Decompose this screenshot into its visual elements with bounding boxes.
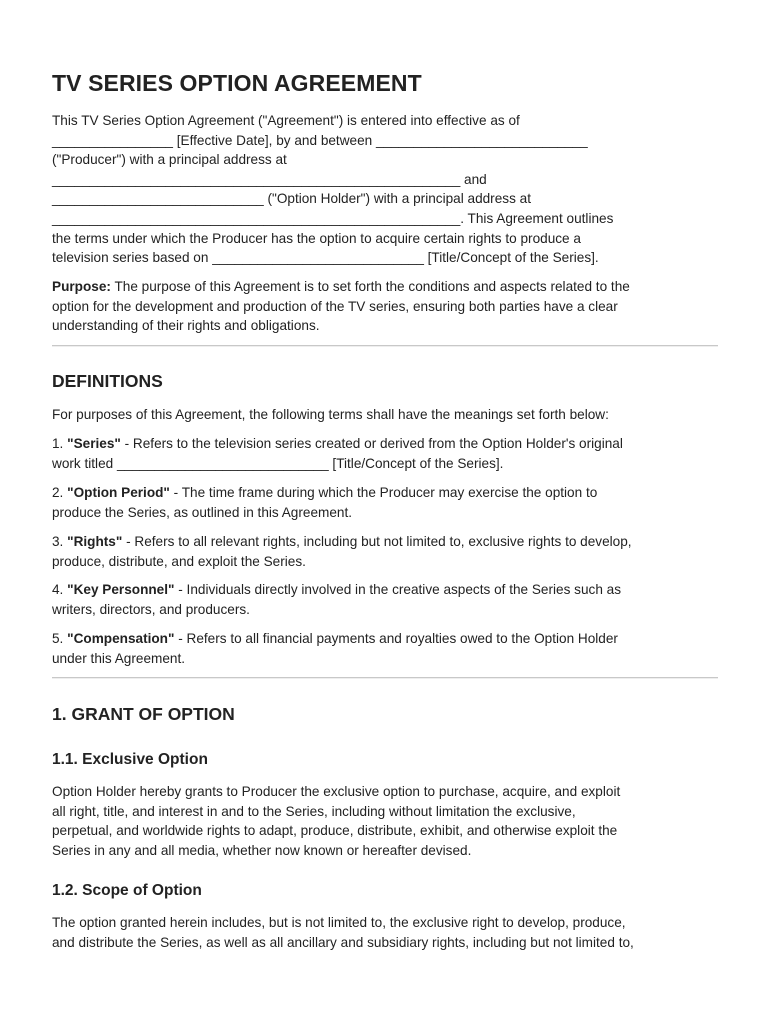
definition-term: "Compensation"	[67, 631, 175, 646]
purpose-paragraph	[52, 277, 718, 336]
definition-text: - Individuals directly involved in the creative aspects of the Series such as writers, directors, and producers.	[52, 582, 622, 617]
definition-text: - The time frame during which the Producer may exercise the option to produce the Series, as outlined in this Agreement.	[52, 485, 598, 520]
purpose-text: The purpose of this Agreement is to set forth the conditions and aspects related to the option for the development and production of the TV series, ensuring both parties have a clear understanding of their rights and obligations.	[52, 279, 630, 334]
section-divider	[52, 677, 718, 679]
grant-of-option-heading: 1. GRANT OF OPTION	[52, 704, 235, 724]
definition-item	[52, 629, 718, 668]
definition-number: 4.	[52, 582, 68, 597]
document-title: TV SERIES OPTION AGREEMENT	[52, 70, 422, 96]
definition-number: 2.	[52, 485, 68, 500]
definition-item	[52, 580, 718, 619]
purpose-label: Purpose:	[52, 279, 111, 294]
definition-term: "Series"	[67, 436, 121, 451]
section-divider	[52, 345, 718, 347]
exclusive-option-paragraph: Option Holder hereby grants to Producer the exclusive option to purchase, acquire, and exploit all right, title, and interest in and to the Series, including without limitation the exclusive, perpetual, and worldwide rights to adapt, produce, distribute, exhibit, and otherwise exploit the Series in any and all media, whether now known or hereafter devised.	[52, 784, 621, 858]
definition-item	[52, 434, 718, 473]
definition-term: "Key Personnel"	[67, 582, 175, 597]
definition-term: "Option Period"	[67, 485, 170, 500]
intro-paragraph: This TV Series Option Agreement ("Agreement") is entered into effective as of ________________ [Effective Date], by and between ____________________________ ("Producer") with a principal address at ______________________________________________________ and ____________________________ ("Option Holder") with a principal address at ______________________________________________________. This Agreement outlines the terms under which the Producer has the option to acquire certain rights to produce a television series based on ____________________________ [Title/Concept of the Series].	[52, 113, 614, 266]
scope-of-option-paragraph: The option granted herein includes, but is not limited to, the exclusive right to develop, produce, and distribute the Series, as well as all ancillary and subsidiary rights, including but not limited to,	[52, 915, 634, 950]
definition-text: - Refers to all financial payments and royalties owed to the Option Holder under this Agreement.	[52, 631, 618, 666]
scope-of-option-heading: 1.2. Scope of Option	[52, 882, 202, 899]
definitions-heading: DEFINITIONS	[52, 371, 163, 391]
definition-term: "Rights"	[67, 534, 123, 549]
definition-number: 1.	[52, 436, 68, 451]
definition-item	[52, 483, 718, 522]
exclusive-option-heading: 1.1. Exclusive Option	[52, 751, 208, 768]
definitions-intro: For purposes of this Agreement, the following terms shall have the meanings set forth below:	[52, 407, 609, 422]
definition-text: - Refers to the television series created or derived from the Option Holder's original work titled ____________________________ [Title/Concept of the Series].	[52, 436, 623, 471]
definition-number: 5.	[52, 631, 68, 646]
definition-number: 3.	[52, 534, 68, 549]
definition-text: - Refers to all relevant rights, including but not limited to, exclusive rights to develop, produce, distribute, and exploit the Series.	[52, 534, 632, 569]
definition-item	[52, 532, 718, 571]
